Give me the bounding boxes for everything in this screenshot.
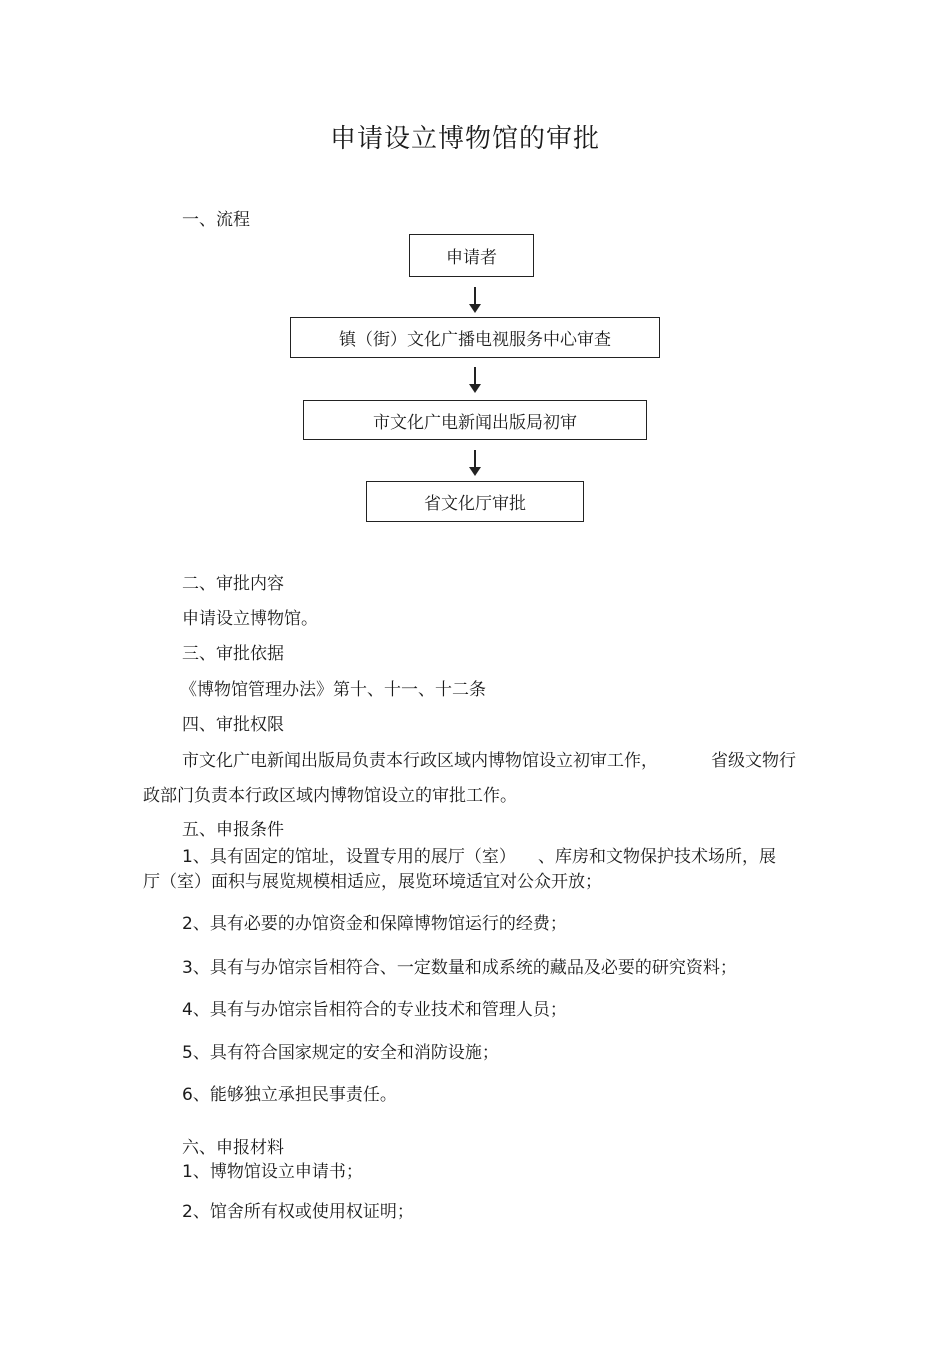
flow-step-label: 镇（街）文化广播电视服务中心审查 bbox=[339, 330, 611, 350]
condition-5: 5、具有符合国家规定的安全和消防设施； bbox=[182, 1043, 499, 1063]
authority-text-line2: 政部门负责本行政区域内博物馆设立的审批工作。 bbox=[143, 786, 517, 806]
condition-1-line1b: 、库房和文物保护技术场所，展 bbox=[538, 847, 776, 867]
flow-step-province-approval bbox=[366, 481, 584, 522]
material-1: 1、博物馆设立申请书； bbox=[182, 1162, 363, 1182]
flow-step-label: 市文化广电新闻出版局初审 bbox=[373, 412, 577, 433]
arrow-down-icon bbox=[469, 287, 481, 313]
flow-step-town-review bbox=[290, 317, 660, 358]
section-heading-basis: 三、审批依据 bbox=[182, 644, 284, 664]
authority-text-line1a: 市文化广电新闻出版局负责本行政区域内博物馆设立初审工作， bbox=[182, 751, 658, 771]
condition-6: 6、能够独立承担民事责任。 bbox=[182, 1085, 397, 1105]
section-heading-conditions: 五、申报条件 bbox=[182, 820, 284, 840]
condition-1-line1a: 1、具有固定的馆址，设置专用的展厅（室） bbox=[182, 847, 516, 867]
page-title: 申请设立博物馆的审批 bbox=[329, 124, 600, 154]
approval-content-text: 申请设立博物馆。 bbox=[182, 609, 318, 629]
flow-step-applicant bbox=[409, 234, 534, 277]
authority-text-line1b: 省级文物行 bbox=[711, 751, 796, 771]
condition-3: 3、具有与办馆宗旨相符合、一定数量和成系统的藏品及必要的研究资料； bbox=[182, 958, 737, 978]
approval-basis-text: 《博物馆管理办法》第十、十一、十二条 bbox=[180, 680, 486, 700]
material-2: 2、馆舍所有权或使用权证明； bbox=[182, 1202, 414, 1222]
section-heading-process: 一、流程 bbox=[182, 210, 250, 230]
section-heading-materials: 六、申报材料 bbox=[182, 1138, 284, 1158]
flow-step-label: 申请者 bbox=[446, 248, 497, 268]
section-heading-content: 二、审批内容 bbox=[182, 574, 284, 594]
flow-step-city-preliminary bbox=[303, 400, 647, 440]
condition-2: 2、具有必要的办馆资金和保障博物馆运行的经费； bbox=[182, 914, 567, 934]
arrow-down-icon bbox=[469, 367, 481, 393]
condition-1-line2: 厅（室）面积与展览规模相适应，展览环境适宜对公众开放； bbox=[143, 872, 602, 892]
condition-4: 4、具有与办馆宗旨相符合的专业技术和管理人员； bbox=[182, 1000, 567, 1020]
arrow-down-icon bbox=[469, 450, 481, 476]
section-heading-authority: 四、审批权限 bbox=[182, 715, 284, 735]
flow-step-label: 省文化厅审批 bbox=[424, 494, 526, 514]
